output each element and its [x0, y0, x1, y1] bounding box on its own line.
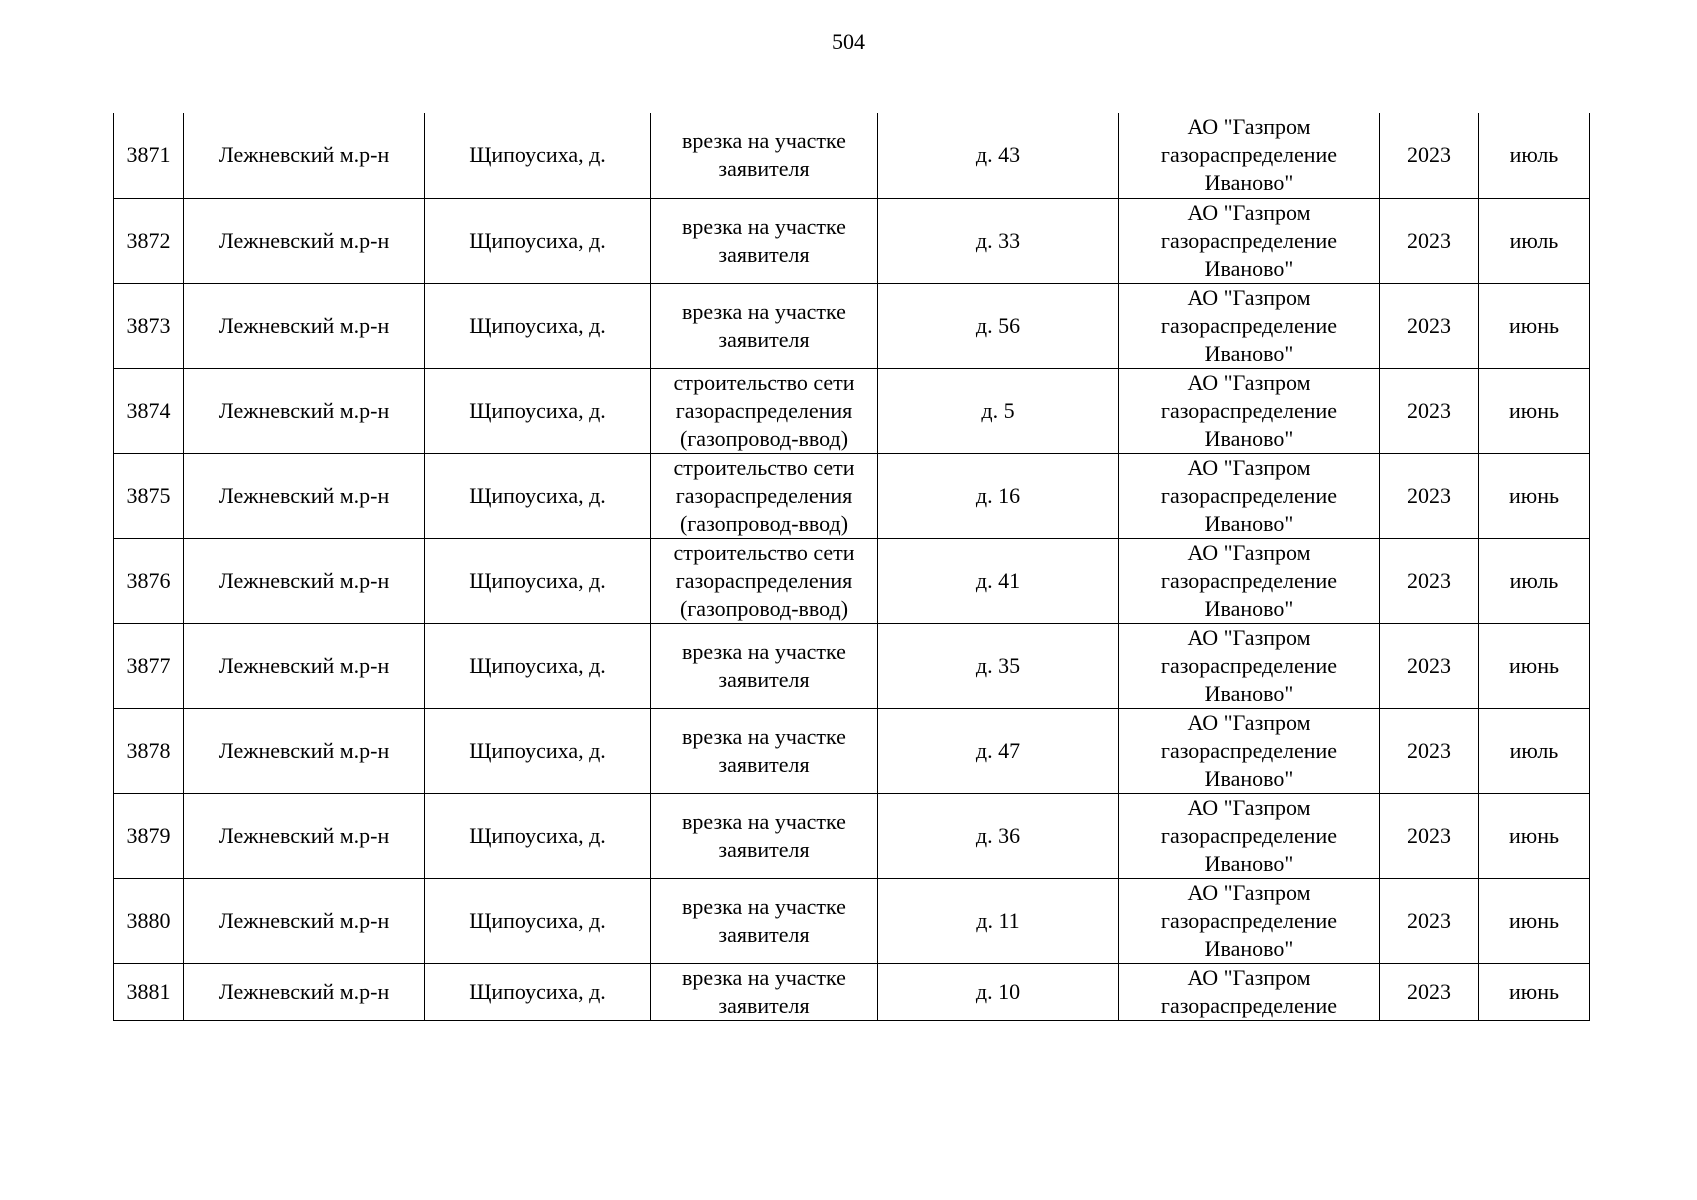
work-type-cell	[651, 368, 878, 453]
table-row	[114, 198, 1590, 283]
organization-text: АО "Газпром газораспределение Иваново"	[1160, 709, 1338, 791]
work-type-cell	[651, 198, 878, 283]
organization-cell	[1119, 963, 1380, 1020]
page-number: 504	[832, 29, 865, 54]
organization-cell	[1119, 453, 1380, 538]
district-cell: Лежневский м.р-н	[184, 283, 425, 368]
organization-text: АО "Газпром газораспределение Иваново"	[1160, 624, 1338, 706]
year-cell: 2023	[1380, 793, 1479, 878]
year-cell: 2023	[1380, 708, 1479, 793]
organization-text: АО "Газпром газораспределение Иваново"	[1160, 454, 1338, 536]
house-cell: д. 43	[878, 113, 1119, 198]
month-cell: июль	[1479, 708, 1590, 793]
work-type-text: врезка на участке заявителя	[682, 638, 846, 692]
organization-cell	[1119, 198, 1380, 283]
table-row	[114, 708, 1590, 793]
district-cell: Лежневский м.р-н	[184, 623, 425, 708]
work-type-text: врезка на участке заявителя	[682, 128, 846, 182]
locality-cell: Щипоусиха, д.	[425, 453, 651, 538]
organization-cell	[1119, 623, 1380, 708]
table-row	[114, 368, 1590, 453]
house-cell: д. 41	[878, 538, 1119, 623]
table-row	[114, 453, 1590, 538]
month-cell: июнь	[1479, 368, 1590, 453]
table-row	[114, 283, 1590, 368]
table-row	[114, 793, 1590, 878]
month-cell: июнь	[1479, 878, 1590, 963]
row-number-cell: 3874	[114, 368, 184, 453]
work-type-cell	[651, 793, 878, 878]
house-cell: д. 5	[878, 368, 1119, 453]
work-type-cell	[651, 113, 878, 198]
year-cell: 2023	[1380, 963, 1479, 1020]
year-cell: 2023	[1380, 538, 1479, 623]
organization-text: АО "Газпром газораспределение Иваново"	[1160, 539, 1338, 621]
organization-cell	[1119, 283, 1380, 368]
work-type-text: врезка на участке заявителя	[682, 964, 846, 1018]
district-cell: Лежневский м.р-н	[184, 113, 425, 198]
organization-text: АО "Газпром газораспределение	[1160, 964, 1338, 1018]
organization-cell	[1119, 708, 1380, 793]
table-row	[114, 963, 1590, 1020]
house-cell: д. 11	[878, 878, 1119, 963]
district-cell: Лежневский м.р-н	[184, 538, 425, 623]
organization-text: АО "Газпром газораспределение Иваново"	[1160, 879, 1338, 961]
month-cell: июнь	[1479, 453, 1590, 538]
district-cell: Лежневский м.р-н	[184, 878, 425, 963]
locality-cell: Щипоусиха, д.	[425, 878, 651, 963]
gasification-schedule-table	[113, 113, 1590, 1021]
organization-cell	[1119, 538, 1380, 623]
work-type-text: врезка на участке заявителя	[682, 808, 846, 862]
work-type-text: врезка на участке заявителя	[682, 723, 846, 777]
work-type-cell	[651, 538, 878, 623]
district-cell: Лежневский м.р-н	[184, 963, 425, 1020]
year-cell: 2023	[1380, 283, 1479, 368]
house-cell: д. 33	[878, 198, 1119, 283]
organization-cell	[1119, 793, 1380, 878]
house-cell: д. 16	[878, 453, 1119, 538]
work-type-text: строительство сети газораспределения (газопровод-ввод)	[673, 539, 855, 621]
organization-cell	[1119, 878, 1380, 963]
district-cell: Лежневский м.р-н	[184, 793, 425, 878]
locality-cell: Щипоусиха, д.	[425, 963, 651, 1020]
locality-cell: Щипоусиха, д.	[425, 793, 651, 878]
work-type-text: врезка на участке заявителя	[682, 893, 846, 947]
work-type-text: врезка на участке заявителя	[682, 213, 846, 267]
work-type-cell	[651, 708, 878, 793]
locality-cell: Щипоусиха, д.	[425, 283, 651, 368]
month-cell: июнь	[1479, 793, 1590, 878]
month-cell: июль	[1479, 538, 1590, 623]
work-type-cell	[651, 453, 878, 538]
work-type-text: врезка на участке заявителя	[682, 298, 846, 352]
month-cell: июнь	[1479, 283, 1590, 368]
row-number-cell: 3871	[114, 113, 184, 198]
row-number-cell: 3876	[114, 538, 184, 623]
district-cell: Лежневский м.р-н	[184, 368, 425, 453]
locality-cell: Щипоусиха, д.	[425, 708, 651, 793]
work-type-text: строительство сети газораспределения (газопровод-ввод)	[673, 454, 855, 536]
work-type-cell	[651, 878, 878, 963]
locality-cell: Щипоусиха, д.	[425, 538, 651, 623]
house-cell: д. 56	[878, 283, 1119, 368]
row-number-cell: 3875	[114, 453, 184, 538]
organization-text: АО "Газпром газораспределение Иваново"	[1160, 369, 1338, 451]
year-cell: 2023	[1380, 623, 1479, 708]
work-type-cell	[651, 283, 878, 368]
table-row	[114, 623, 1590, 708]
row-number-cell: 3879	[114, 793, 184, 878]
locality-cell: Щипоусиха, д.	[425, 198, 651, 283]
work-type-cell	[651, 963, 878, 1020]
organization-text: АО "Газпром газораспределение Иваново"	[1160, 284, 1338, 366]
month-cell: июль	[1479, 198, 1590, 283]
table-row	[114, 538, 1590, 623]
row-number-cell: 3872	[114, 198, 184, 283]
row-number-cell: 3880	[114, 878, 184, 963]
locality-cell: Щипоусиха, д.	[425, 623, 651, 708]
row-number-cell: 3878	[114, 708, 184, 793]
month-cell: июль	[1479, 113, 1590, 198]
row-number-cell: 3873	[114, 283, 184, 368]
organization-text: АО "Газпром газораспределение Иваново"	[1160, 794, 1338, 876]
organization-text: АО "Газпром газораспределение Иваново"	[1160, 114, 1338, 196]
table-row	[114, 113, 1590, 198]
year-cell: 2023	[1380, 368, 1479, 453]
organization-text: АО "Газпром газораспределение Иваново"	[1160, 199, 1338, 281]
house-cell: д. 47	[878, 708, 1119, 793]
house-cell: д. 10	[878, 963, 1119, 1020]
house-cell: д. 35	[878, 623, 1119, 708]
month-cell: июнь	[1479, 963, 1590, 1020]
work-type-text: строительство сети газораспределения (газопровод-ввод)	[673, 369, 855, 451]
locality-cell: Щипоусиха, д.	[425, 368, 651, 453]
year-cell: 2023	[1380, 878, 1479, 963]
district-cell: Лежневский м.р-н	[184, 453, 425, 538]
year-cell: 2023	[1380, 453, 1479, 538]
organization-cell	[1119, 113, 1380, 198]
house-cell: д. 36	[878, 793, 1119, 878]
table-row	[114, 878, 1590, 963]
row-number-cell: 3877	[114, 623, 184, 708]
month-cell: июнь	[1479, 623, 1590, 708]
locality-cell: Щипоусиха, д.	[425, 113, 651, 198]
work-type-cell	[651, 623, 878, 708]
district-cell: Лежневский м.р-н	[184, 708, 425, 793]
organization-cell	[1119, 368, 1380, 453]
year-cell: 2023	[1380, 113, 1479, 198]
district-cell: Лежневский м.р-н	[184, 198, 425, 283]
year-cell: 2023	[1380, 198, 1479, 283]
row-number-cell: 3881	[114, 963, 184, 1020]
